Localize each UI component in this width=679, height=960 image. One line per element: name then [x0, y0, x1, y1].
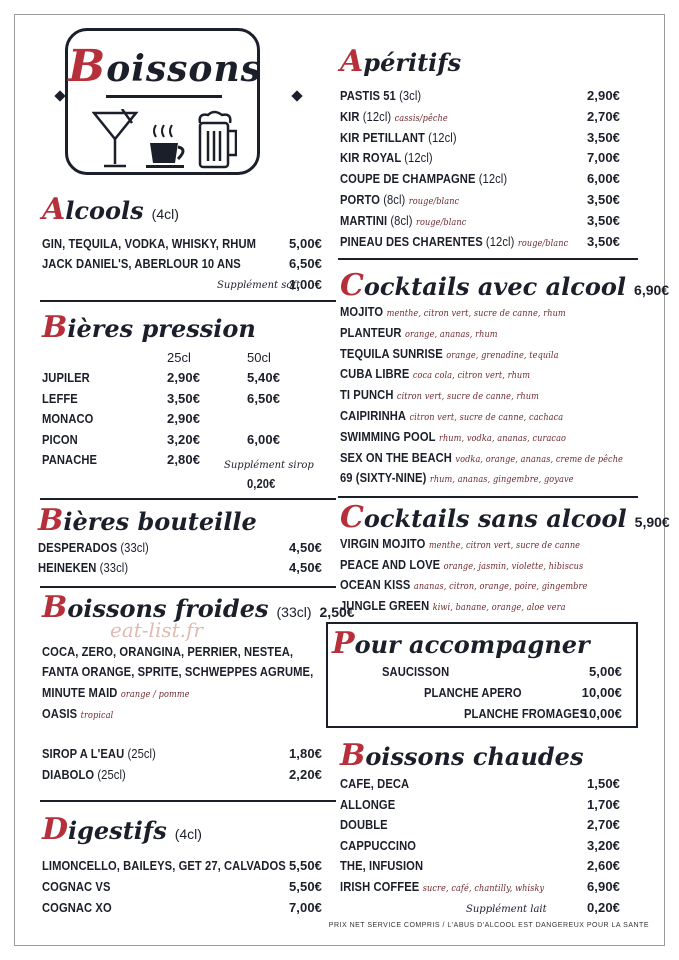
- aperitifs-row: KIR PETILLANT (12cl) 3,50€: [340, 129, 620, 145]
- bieres-pression-row: PICON 3,20€ 6,00€: [42, 431, 281, 447]
- coffee-cup-icon: [146, 125, 184, 168]
- chaudes-supplement-label: Supplément lait: [466, 904, 547, 915]
- bieres-pression-row: PANACHE 2,80€: [42, 452, 201, 467]
- drinks-icons: [92, 109, 237, 171]
- aperitifs-row: KIR ROYAL (12cl) 7,00€: [340, 150, 620, 166]
- footer-notice: PRIX NET SERVICE COMPRIS / L'ABUS D'ALCOOL EST DANGEREUX POUR LA SANTE: [328, 922, 649, 929]
- aperitifs-row: COUPE DE CHAMPAGNE (12cl) 6,00€: [340, 171, 620, 187]
- aperitifs-row: MARTINI (8cl) rouge/blanc 3,50€: [340, 212, 620, 228]
- aperitifs-row: PASTIS 51 (3cl) 2,90€: [340, 88, 620, 103]
- froides-oasis: OASIS tropical: [42, 706, 114, 721]
- divider: [40, 586, 336, 588]
- froides-line-2: FANTA ORANGE, SPRITE, SCHWEPPES AGRUME,: [42, 664, 314, 679]
- alcools-supplement-label: Supplément soft: [217, 280, 301, 291]
- boissons-chaudes-row: THE, INFUSION 2,60€: [340, 858, 620, 873]
- divider: [338, 258, 638, 260]
- bieres-pression-row: LEFFE 3,50€ 6,50€: [42, 390, 281, 406]
- cocktails-alcool-row: CAIPIRINHA citron vert, sucre de canne, cachaca: [340, 408, 564, 423]
- cocktails-alcool-row: 69 (SIXTY-NINE) rhum, ananas, gingembre, goyave: [340, 470, 574, 486]
- aperitifs-title: Apéritifs: [340, 44, 462, 79]
- col-header-25cl: 25cl: [167, 350, 191, 365]
- aperitifs-row: PORTO (8cl) rouge/blanc 3,50€: [340, 192, 620, 207]
- accompagner-row-2: PLANCHE APERO 10,00€: [424, 685, 622, 700]
- cocktails-alcool-title: Cocktails avec alcool 6,90€: [340, 268, 670, 303]
- bieres-pression-row: JUPILER 2,90€ 5,40€: [42, 370, 281, 385]
- boissons-chaudes-row: ALLONGE 1,70€: [340, 796, 620, 812]
- alcools-row-2: JACK DANIEL'S, ABERLOUR 10 ANS 6,50€: [42, 256, 322, 271]
- cocktails-sans-row: JUNGLE GREEN kiwi, banane, orange, aloe vera: [340, 597, 566, 613]
- cocktails-sans-row: VIRGIN MOJITO menthe, citron vert, sucre de canne: [340, 536, 581, 551]
- alcools-title: Alcools (4cl): [42, 192, 179, 227]
- chaudes-supplement: 0,20€: [586, 900, 620, 915]
- logo-title: Boissons: [68, 41, 262, 92]
- cocktails-alcool-row: CUBA LIBRE coca cola, citron vert, rhum: [340, 366, 531, 382]
- bieres-bouteille-title: Bières bouteille: [38, 503, 257, 538]
- boissons-chaudes-row: DOUBLE 2,70€: [340, 817, 620, 832]
- cocktails-alcool-row: TI PUNCH citron vert, sucre de canne, rhum: [340, 387, 539, 403]
- cocktails-alcool-row: SEX ON THE BEACH vodka, orange, ananas, creme de pêche: [340, 449, 623, 465]
- accompagner-row-3: PLANCHE FROMAGES 10,00€: [464, 706, 622, 721]
- bieres-pression-title: Bières pression: [42, 310, 256, 345]
- accompagner-title: Pour accompagner: [332, 626, 590, 661]
- bieres-pression-row: MONACO 2,90€: [42, 411, 201, 426]
- cocktails-alcool-row: MOJITO menthe, citron vert, sucre de canne, rhum: [340, 304, 566, 319]
- froides-row: DIABOLO (25cl) 2,20€: [42, 767, 322, 782]
- alcools-supplement: 1,00€: [288, 277, 322, 292]
- divider: [40, 800, 336, 802]
- divider: [40, 300, 336, 302]
- accompagner-box: [326, 622, 638, 728]
- digestifs-row: COGNAC VS 5,50€: [42, 879, 322, 894]
- froides-row: SIROP A L'EAU (25cl) 1,80€: [42, 746, 322, 761]
- boissons-chaudes-row: CAPPUCCINO 3,20€: [340, 837, 620, 853]
- froides-line-1: COCA, ZERO, ORANGINA, PERRIER, NESTEA,: [42, 644, 294, 659]
- cocktail-glass-icon: [94, 109, 136, 166]
- digestifs-title: Digestifs (4cl): [42, 812, 202, 847]
- accompagner-row-1: SAUCISSON 5,00€: [382, 664, 622, 679]
- divider: [40, 498, 336, 500]
- logo-underline: [106, 95, 222, 98]
- logo: [65, 28, 260, 175]
- froides-minute-maid: MINUTE MAID orange / pomme: [42, 685, 190, 700]
- cocktails-sans-row: OCEAN KISS ananas, citron, orange, poire, gingembre: [340, 577, 588, 592]
- divider: [338, 496, 638, 498]
- col-header-50cl: 50cl: [247, 350, 271, 365]
- bieres-bouteille-row: DESPERADOS (33cl) 4,50€: [38, 540, 322, 555]
- watermark: eat-list.fr: [110, 618, 203, 642]
- beer-mug-icon: [200, 112, 236, 167]
- pression-supplement: 0,20€: [247, 476, 276, 491]
- cocktails-alcool-row: SWIMMING POOL rhum, vodka, ananas, curacao: [340, 428, 567, 444]
- alcools-row-1: GIN, TEQUILA, VODKA, WHISKY, RHUM 5,00€: [42, 236, 322, 251]
- cocktails-alcool-row: TEQUILA SUNRISE orange, grenadine, tequila: [340, 345, 559, 361]
- boissons-froides-title: Boissons froides (33cl) 2,50€: [42, 590, 355, 625]
- aperitifs-row: PINEAU DES CHARENTES (12cl) rouge/blanc 3,50€: [340, 233, 620, 249]
- digestifs-row: LIMONCELLO, BAILEYS, GET 27, CALVADOS 5,50€: [42, 858, 322, 873]
- bieres-bouteille-row: HEINEKEN (33cl) 4,50€: [38, 560, 322, 575]
- cocktails-alcool-row: PLANTEUR orange, ananas, rhum: [340, 324, 498, 340]
- pression-supplement-label: Supplément sirop: [224, 460, 314, 471]
- boissons-chaudes-row: CAFE, DECA 1,50€: [340, 776, 620, 791]
- aperitifs-row: KIR (12cl) cassis/pêche 2,70€: [340, 108, 620, 124]
- digestifs-row: COGNAC XO 7,00€: [42, 900, 322, 915]
- boissons-chaudes-row: IRISH COFFEE sucre, café, chantilly, whisky 6,90€: [340, 878, 620, 894]
- cocktails-sans-title: Cocktails sans alcool 5,90€: [340, 500, 670, 535]
- boissons-chaudes-title: Boissons chaudes: [340, 738, 584, 773]
- cocktails-sans-row: PEACE AND LOVE orange, jasmin, violette, hibiscus: [340, 556, 584, 572]
